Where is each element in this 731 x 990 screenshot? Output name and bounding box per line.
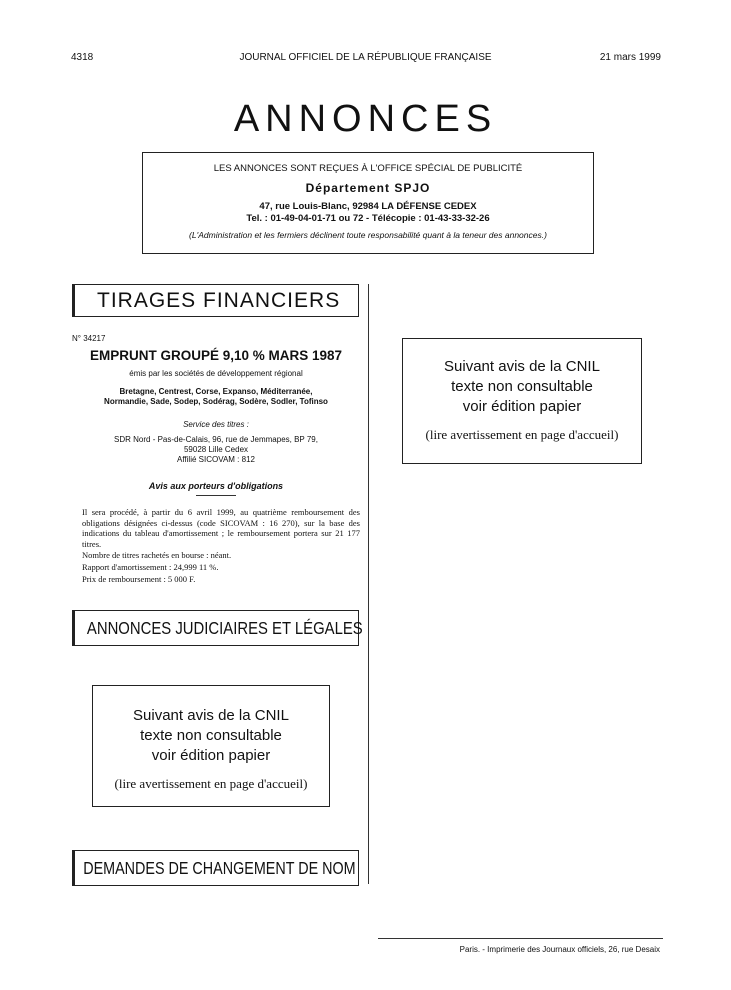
avis-line-2: Rapport d'amortissement : 24,999 11 %. — [82, 562, 219, 572]
avis-line-1: Nombre de titres rachetés en bourse : néant. — [82, 550, 232, 560]
companies-line-1: Bretagne, Centrest, Corse, Expanso, Méditerranée, — [119, 387, 313, 396]
service-line-3: Affilié SICOVAM : 812 — [177, 455, 255, 464]
office-disclaimer: (L'Administration et les fermiers déclinent toute responsabilité quant à la teneur des annonces.) — [189, 230, 547, 240]
section-header-changement-nom — [72, 850, 359, 886]
avis-title: Avis aux porteurs d'obligations — [148, 481, 284, 491]
printer-footer: Paris. - Imprimerie des Journaux officiels, 26, rue Desaix — [459, 945, 660, 954]
department-name: Département SPJO — [305, 181, 431, 195]
annonce-title: EMPRUNT GROUPÉ 9,10 % MARS 1987 — [89, 348, 343, 363]
cnil-line-1: Suivant avis de la CNIL — [444, 358, 600, 375]
cnil-line-1: Suivant avis de la CNIL — [133, 707, 289, 724]
office-address: 47, rue Louis-Blanc, 92984 LA DÉFENSE CEDEX — [259, 201, 477, 212]
section-header-tirages — [72, 284, 359, 317]
section-header-judiciaires — [72, 610, 363, 646]
companies-line-2: Normandie, Sade, Sodep, Sodérag, Sodère, Sodler, Tofinso — [104, 397, 328, 406]
annonce-subtitle: émis par les sociétés de développement régional — [129, 369, 303, 378]
annonce-number: N° 34217 — [72, 334, 106, 343]
cnil-note: (lire avertissement en page d'accueil) — [114, 776, 308, 791]
cnil-note: (lire avertissement en page d'accueil) — [425, 427, 619, 442]
page-title: ANNONCES — [233, 98, 498, 140]
avis-line-3: Prix de remboursement : 5 000 F. — [82, 574, 196, 584]
section-title: ANNONCES JUDICIAIRES ET LÉGALES — [86, 618, 363, 638]
section-title: TIRAGES FINANCIERS — [97, 289, 341, 312]
cnil-line-3: voir édition papier — [462, 398, 582, 415]
cnil-notice-box — [92, 685, 330, 807]
journal-title: JOURNAL OFFICIEL DE LA RÉPUBLIQUE FRANÇAISE — [239, 52, 492, 63]
section-title: DEMANDES DE CHANGEMENT DE NOM — [83, 858, 356, 878]
issue-date: 21 mars 1999 — [599, 52, 661, 63]
service-line-1: SDR Nord - Pas-de-Calais, 96, rue de Jemmapes, BP 79, — [114, 435, 318, 444]
avis-rule — [196, 495, 236, 496]
service-line-2: 59028 Lille Cedex — [183, 445, 249, 454]
office-info-box — [142, 152, 594, 254]
service-label: Service des titres : — [183, 420, 249, 429]
cnil-line-2: texte non consultable — [451, 378, 593, 395]
column-divider — [368, 284, 369, 884]
office-phone: Tel. : 01-49-04-01-71 ou 72 - Télécopie : 01-43-33-32-26 — [246, 213, 490, 224]
avis-paragraph: Il sera procédé, à partir du 6 avril 1999, au quatrième remboursement des obligations désignées ci-dessus (code SICOVAM : 16 270), sur la base des indications du tableau d'amortissement ; le remboursement portera sur 21 177 titres. — [82, 507, 360, 549]
cnil-notice-box — [402, 338, 642, 464]
cnil-line-2: texte non consultable — [140, 727, 282, 744]
office-line: LES ANNONCES SONT REÇUES À L'OFFICE SPÉCIAL DE PUBLICITÉ — [213, 163, 523, 174]
page-number: 4318 — [71, 52, 94, 63]
cnil-line-3: voir édition papier — [151, 747, 271, 764]
footer-rule — [378, 938, 663, 939]
